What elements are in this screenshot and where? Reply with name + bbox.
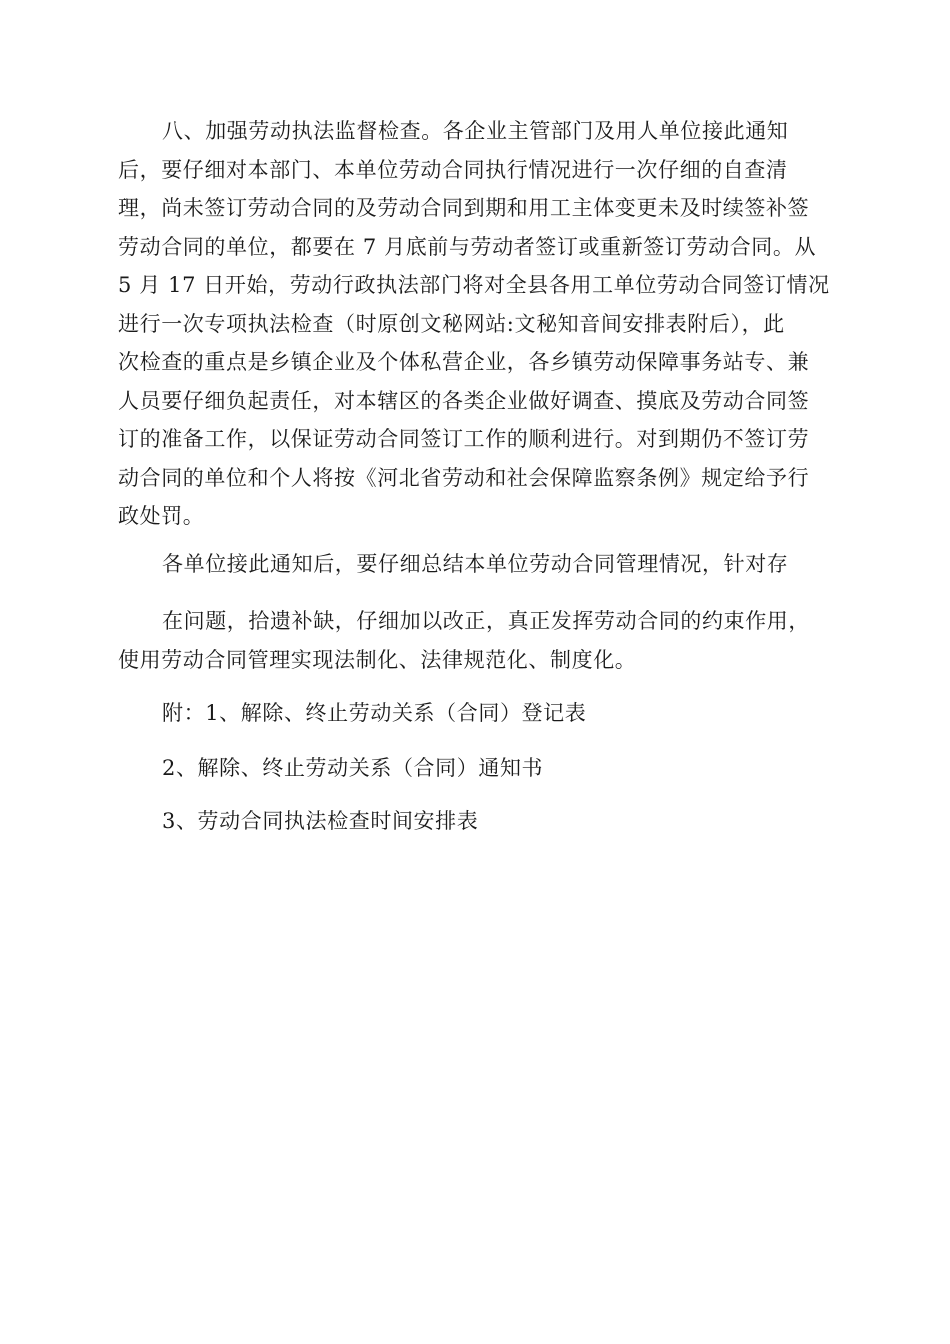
paragraph-line: 理，尚未签订劳动合同的及劳动合同到期和用工主体变更未及时续签补签 [118, 196, 810, 220]
paragraph-line: 在问题，拾遗补缺，仔细加以改正，真正发挥劳动合同的约束作用， [162, 609, 810, 633]
paragraph-line: 劳动合同的单位，都要在 7 月底前与劳动者签订或重新签订劳动合同。从 [118, 234, 817, 259]
paragraph-line: 次检查的重点是乡镇企业及个体私营企业，各乡镇劳动保障事务站专、兼 [118, 350, 810, 374]
paragraph-line: 动合同的单位和个人将按《河北省劳动和社会保障监察条例》规定给予行 [118, 465, 810, 490]
paragraph-line: 后，要仔细对本部门、本单位劳动合同执行情况进行一次仔细的自查清 [118, 157, 788, 182]
paragraph-summary-body [118, 602, 830, 679]
paragraph-line: 进行一次专项执法检查（时原创文秘网站:文秘知音间安排表附后），此 [118, 311, 785, 336]
attachment-label: 2、解除、终止劳动关系（合同）通知书 [162, 756, 544, 780]
paragraph-line: 政处罚。 [118, 504, 205, 528]
paragraph-line: 使用劳动合同管理实现法制化、法律规范化、制度化。 [118, 647, 637, 672]
paragraph-line: 订的准备工作，以保证劳动合同签订工作的顺利进行。对到期仍不签订劳 [118, 427, 810, 451]
paragraph-line: 八、加强劳动执法监督检查。各企业主管部门及用人单位接此通知 [162, 119, 789, 143]
attachment-item-2 [162, 749, 874, 788]
paragraph-line: 各单位接此通知后，要仔细总结本单位劳动合同管理情况，针对存 [162, 552, 789, 576]
paragraph-line: 5 月 17 日开始，劳动行政执法部门将对全县各用工单位劳动合同签订情况 [118, 273, 830, 297]
paragraph-summary-intro [118, 545, 830, 584]
paragraph-labor-inspection [118, 112, 830, 536]
paragraph-line: 人员要仔细负起责任，对本辖区的各类企业做好调查、摸底及劳动合同签 [118, 388, 810, 413]
attachment-label: 附：1、解除、终止劳动关系（合同）登记表 [162, 701, 587, 725]
attachment-label: 3、劳动合同执法检查时间安排表 [162, 809, 479, 833]
attachment-item-1 [162, 694, 874, 733]
attachment-item-3 [162, 802, 874, 841]
